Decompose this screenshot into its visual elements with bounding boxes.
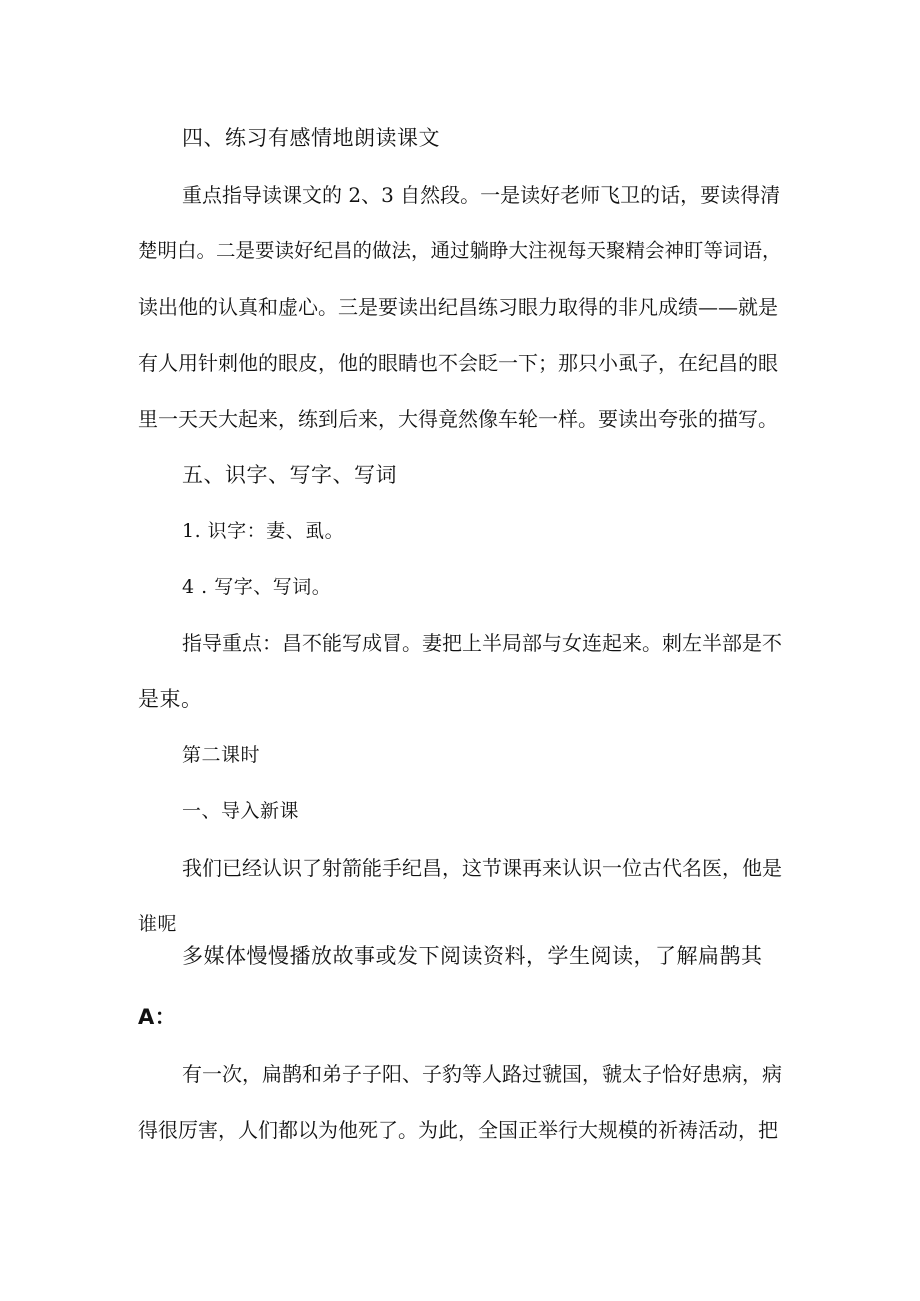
lesson-title: 第二课时 (182, 744, 261, 766)
label-a: A： (138, 1005, 177, 1029)
paragraph-line: 里一天天大起来，练到后来，大得竟然像车轮一样。要读出夸张的描写。 (138, 407, 778, 431)
section-heading-one: 一、导入新课 (182, 800, 300, 822)
paragraph-line: 谁呢 (138, 913, 178, 935)
section-heading-five: 五、识字、写字、写词 (182, 463, 397, 487)
section-heading-four: 四、练习有感情地朗读课文 (182, 126, 440, 150)
paragraph-line: 指导重点：昌不能写成冒。妻把上半局部与女连起来。刺左半部是不 (182, 631, 782, 655)
list-item-1: 1. 识字：妻、虱。 (182, 520, 345, 542)
paragraph-line: 有人用针刺他的眼皮，他的眼睛也不会眨一下；那只小虱子，在纪昌的眼 (138, 351, 778, 375)
list-item-4: 4 . 写字、写词。 (182, 576, 332, 598)
paragraph-line: 楚明白。二是要读好纪昌的做法，通过躺睁大注视每天聚精会神盯等词语， (138, 239, 782, 262)
paragraph-line: 得很厉害，人们都以为他死了。为此，全国正举行大规模的祈祷活动，把 (138, 1118, 778, 1142)
paragraph-line: 多媒体慢慢播放故事或发下阅读资料，学生阅读，了解扁鹊其 (182, 944, 763, 968)
paragraph-line: 读出他的认真和虚心。三是要读出纪昌练习眼力取得的非凡成绩——就是 (138, 295, 778, 319)
paragraph-line: 有一次，扁鹊和弟子子阳、子豹等人路过虢国，虢太子恰好患病，病 (182, 1062, 782, 1086)
paragraph-line: 是束。 (138, 687, 203, 711)
paragraph-line: 我们已经认识了射箭能手纪昌，这节课再来认识一位古代名医，他是 (182, 856, 782, 880)
paragraph-line: 重点指导读课文的 2、3 自然段。一是读好老师飞卫的话，要读得清 (182, 183, 781, 207)
